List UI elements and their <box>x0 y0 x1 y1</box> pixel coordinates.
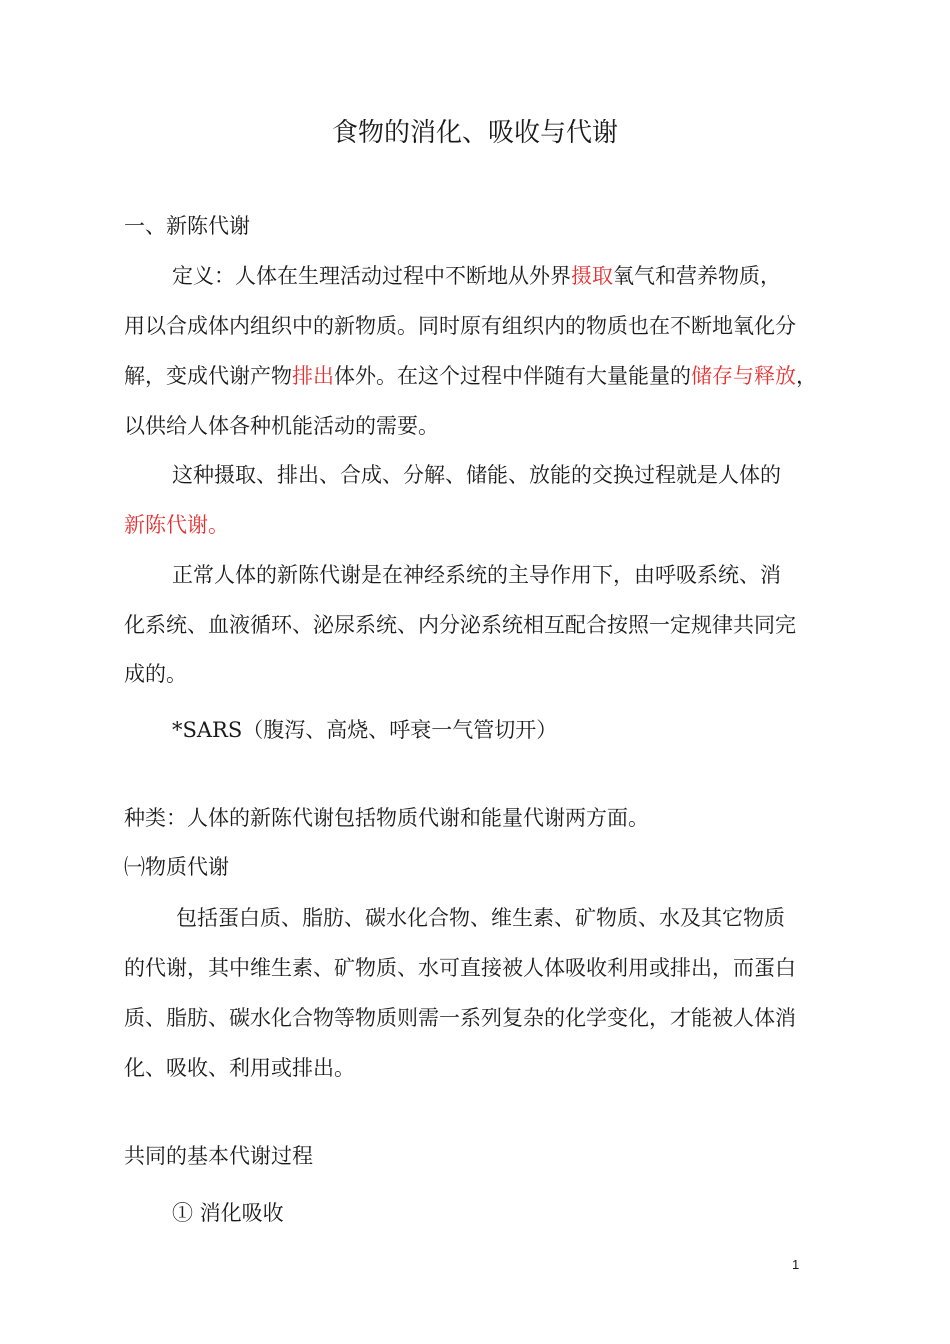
exchange-line-1: 这种摄取、排出、合成、分解、储能、放能的交换过程就是人体的 <box>172 463 781 487</box>
basic-process-heading: 共同的基本代谢过程 <box>124 1144 313 1168</box>
definition-text-1a: 定义：人体在生理活动过程中不断地从外界 <box>172 264 571 288</box>
types-line: 种类：人体的新陈代谢包括物质代谢和能量代谢两方面。 <box>124 806 649 830</box>
normal-line-1: 正常人体的新陈代谢是在神经系统的主导作用下，由呼吸系统、消 <box>172 563 781 587</box>
material-line-1: 包括蛋白质、脂肪、碳水化合物、维生素、矿物质、水及其它物质 <box>176 906 785 930</box>
definition-text-3b: 体外。在这个过程中伴随有大量能量的 <box>334 364 691 388</box>
list-item-digestion: ① 消化吸收 <box>172 1201 284 1225</box>
highlight-metabolism: 新陈代谢。 <box>124 513 229 537</box>
definition-text-3a: 解，变成代谢产物 <box>124 364 292 388</box>
definition-line-3 <box>124 366 817 387</box>
material-line-3: 质、脂肪、碳水化合物等物质则需一系列复杂的化学变化，才能被人体消 <box>124 1006 796 1030</box>
material-line-4: 化、吸收、利用或排出。 <box>124 1056 355 1080</box>
definition-line-4: 以供给人体各种机能活动的需要。 <box>124 414 439 438</box>
highlight-store-release: 储存与释放 <box>691 364 796 388</box>
normal-line-3: 成的。 <box>124 662 187 686</box>
sars-note: *SARS（腹泻、高烧、呼衰一气管切开） <box>172 718 558 742</box>
document-title: 食物的消化、吸收与代谢 <box>331 118 618 148</box>
material-line-2: 的代谢，其中维生素、矿物质、水可直接被人体吸收利用或排出，而蛋白 <box>124 956 796 980</box>
normal-line-2: 化系统、血液循环、泌尿系统、内分泌系统相互配合按照一定规律共同完 <box>124 613 796 637</box>
page-number: 1 <box>792 1257 800 1272</box>
definition-text-1b: 氧气和营养物质， <box>613 264 781 288</box>
definition-text-3c: ， <box>796 364 817 388</box>
definition-line-2: 用以合成体内组织中的新物质。同时原有组织内的物质也在不断地氧化分 <box>124 314 796 338</box>
definition-line-1 <box>172 266 781 287</box>
highlight-excrete: 排出 <box>292 364 334 388</box>
subheading-material-metabolism: ㈠物质代谢 <box>124 855 229 879</box>
highlight-intake: 摄取 <box>571 264 613 288</box>
section-heading-metabolism: 一、新陈代谢 <box>124 214 250 238</box>
